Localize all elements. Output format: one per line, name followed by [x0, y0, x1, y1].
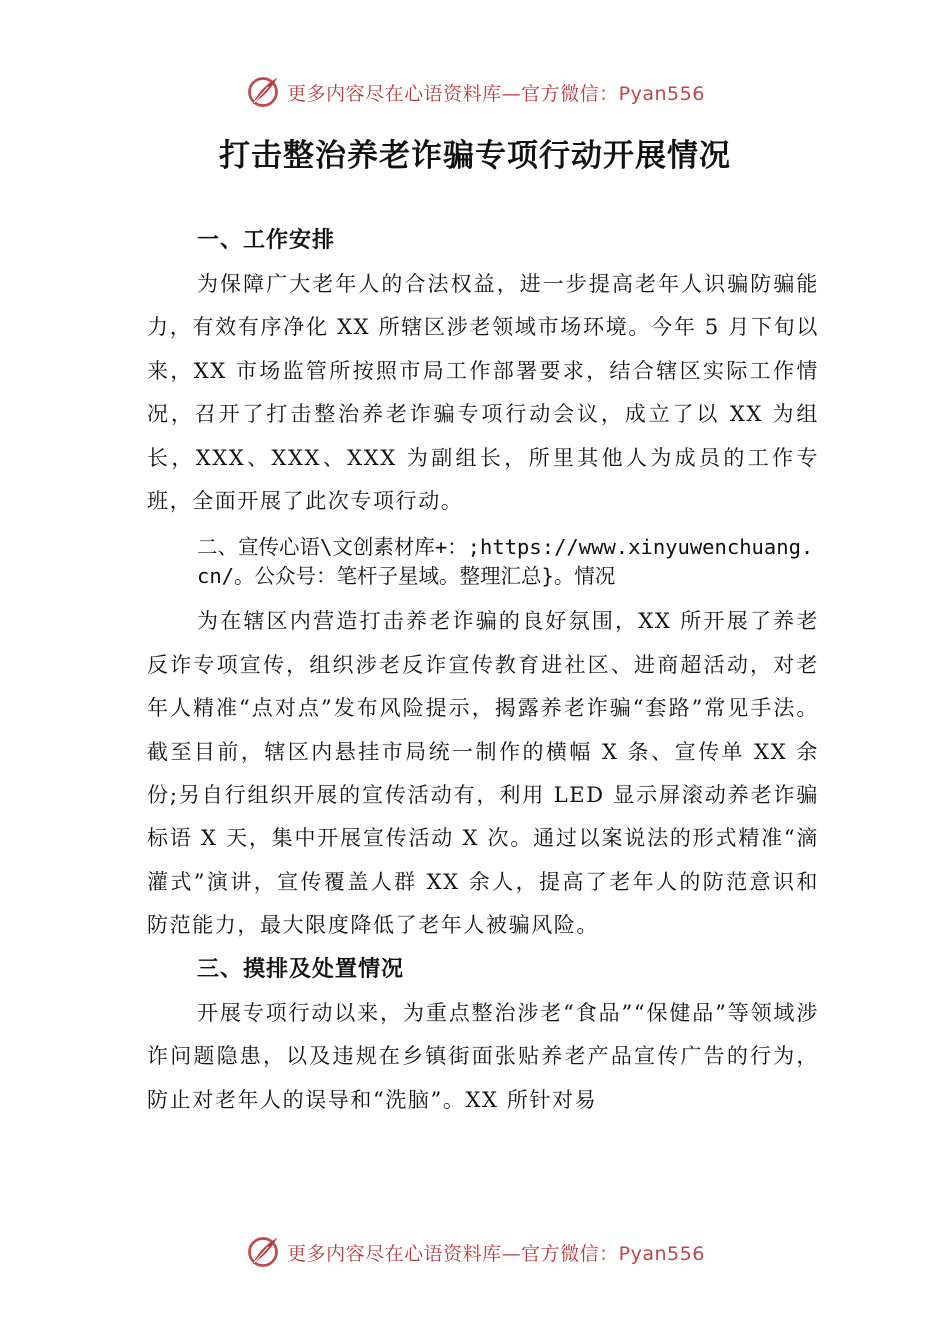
- wechat-handle: Pyan556: [618, 82, 705, 105]
- section-3-heading: 三、摸排及处置情况: [197, 956, 405, 982]
- section-1-heading: 一、工作安排: [197, 228, 336, 253]
- quill-pen-seal-icon: [245, 1234, 281, 1270]
- header-banner-text: 更多内容尽在心语资料库—官方微信：Pyan556: [287, 82, 705, 105]
- wechat-handle: Pyan556: [618, 1242, 705, 1265]
- footer-banner: [0, 1230, 950, 1274]
- document-body: [147, 215, 819, 1122]
- quill-pen-seal-icon: [245, 74, 281, 110]
- document-title: 打击整治养老诈骗专项行动开展情况: [219, 138, 731, 174]
- section-3-paragraph: 开展专项行动以来，为重点整治涉老“食品”“保健品”等领域涉诈问题隐患，以及违规在乡镇街面张贴养老产品宣传广告的行为，防止对老年人的误导和“洗脑”。XX 所针对易: [147, 1000, 819, 1112]
- section-1-paragraph: 为保障广大老年人的合法权益，进一步提高老年人识骗防骗能力，有效有序净化 XX 所辖区涉老领域市场环境。今年 5 月下旬以来，XX 市场监管所按照市局工作部署要求，结合辖区实际工作情况，召开了打击整治养老诈骗专项行动会议，成立了以 XX 为组长，XXX、XXX、XXX 为副组长，所里其他人为成员的工作专班，全面开展了此次专项行动。: [147, 272, 819, 514]
- footer-banner-text: 更多内容尽在心语资料库—官方微信：Pyan556: [287, 1242, 705, 1265]
- header-banner: [0, 70, 950, 114]
- section-2-heading: 二、宣传心语\文创素材库+：;https://www.xinyuwenchuang.cn/。公众号：笔杆子星域。整理汇总}。情况: [197, 535, 814, 588]
- section-2-paragraph: 为在辖区内营造打击养老诈骗的良好氛围，XX 所开展了养老反诈专项宣传，组织涉老反诈宣传教育进社区、进商超活动，对老年人精准“点对点”发布风险提示，揭露养老诈骗“套路”常见手法。截至目前，辖区内悬挂市局统一制作的横幅 X 条、宣传单 XX 余份;另自行组织开展的宣传活动有，利用 LED 显示屏滚动养老诈骗标语 X 天，集中开展宣传活动 X 次。通过以案说法的形式精准“滴灌式”演讲，宣传覆盖人群 XX 余人，提高了老年人的防范意识和防范能力，最大限度降低了老年人被骗风险。: [147, 609, 819, 938]
